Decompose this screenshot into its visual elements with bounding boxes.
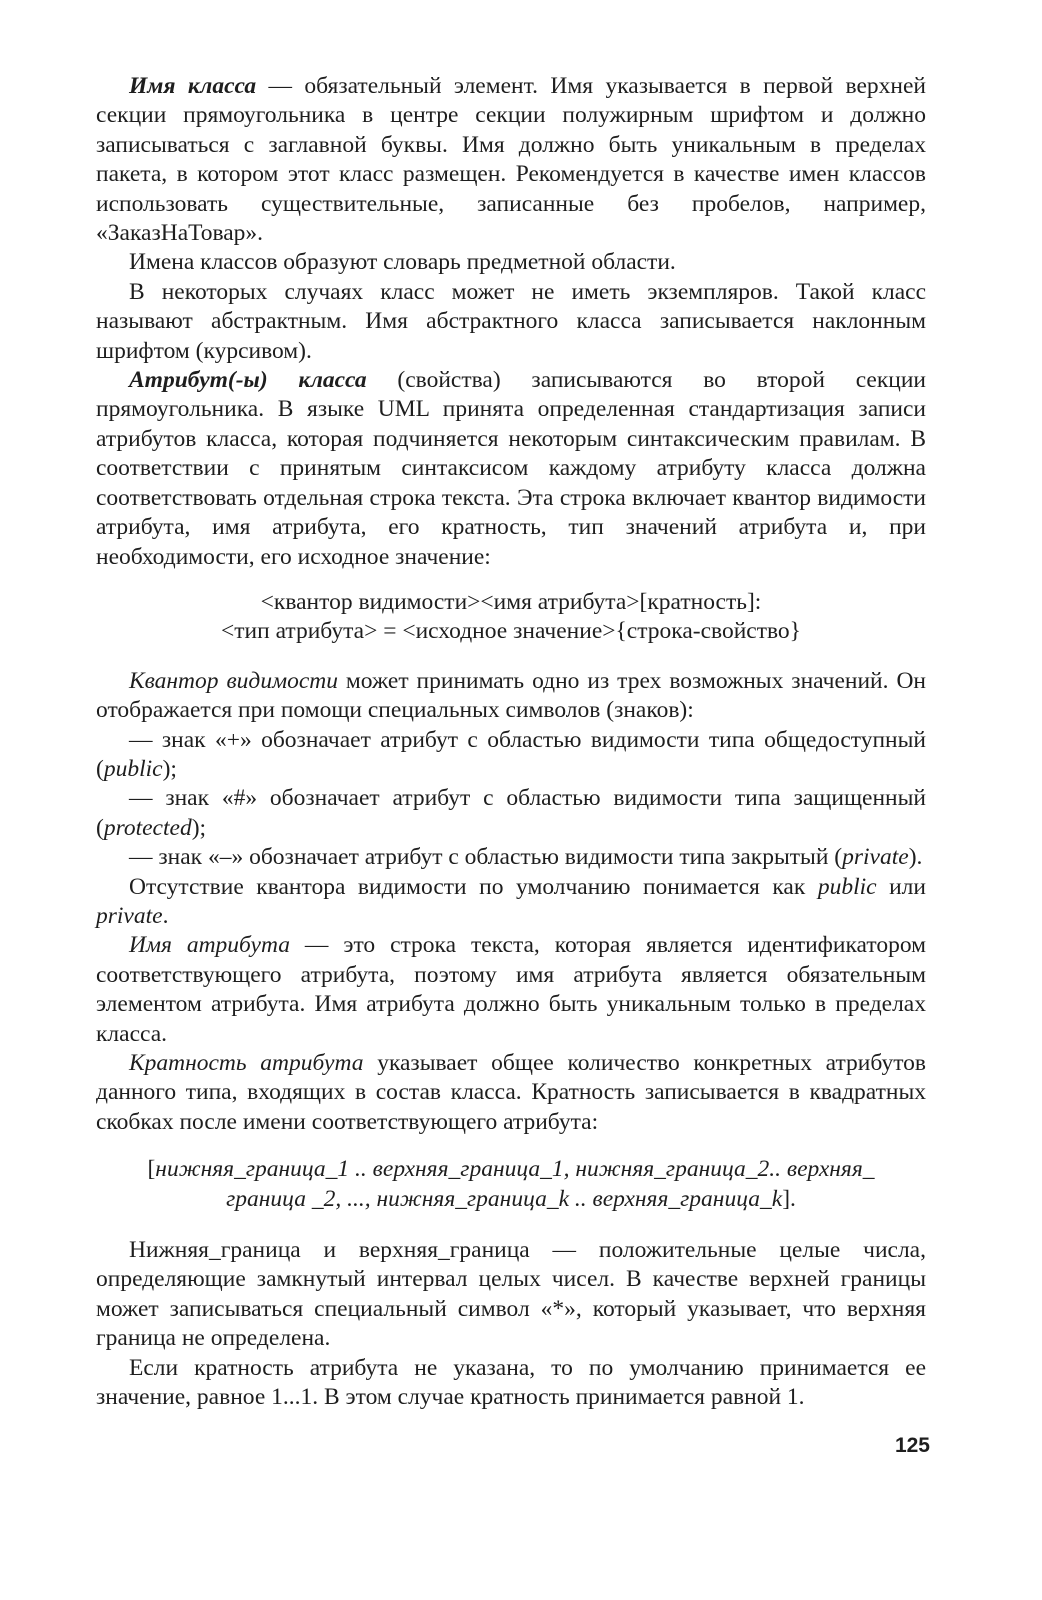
term-public: public (103, 755, 163, 782)
page-body (96, 72, 926, 1412)
paragraph-bounds: Нижняя_граница и верхняя_граница — положительные целые числа, определяющие замкнутый интервал целых чисел. В качестве верхней границы может записываться специальный символ «*», который указывает, что верхняя граница не определена. (96, 1237, 926, 1352)
paragraph-class-name (96, 72, 926, 248)
paragraph-text: — это строка текста, которая является идентификатором соответствующего атрибута, поэтому имя атрибута является обязательным элементом атрибута. Имя атрибута должно быть уникальным только в пределах класса. (96, 932, 927, 1047)
term-multiplicity: Кратность атрибута (129, 1050, 364, 1076)
term-attribute-name: Имя атрибута (129, 932, 290, 959)
paragraph-default-visibility: Отсутствие квантора видимости по умолчанию понимается как public или private. (96, 873, 926, 929)
term-class-name: Имя класса (129, 73, 257, 99)
paragraph-attribute-name (96, 931, 926, 1049)
attribute-syntax-formula (96, 588, 926, 647)
term-protected: protected (103, 814, 192, 841)
paragraph-text: (свойства) записываются во второй секции прямоугольника. В языке UML принята определенная стандартизация записи атрибутов класса, которая подчиняется некоторым синтаксическим правилам. В соответствии с принятым синтаксисом каждому атрибуту класса должна соответствовать отдельная строка текста. Эта строка включает квантор видимости атрибута, имя атрибута, его кратность, тип значений атрибута и, при необходимости, его исходное значение: (96, 367, 926, 570)
list-item-protected: — знак «#» обозначает атрибут с областью видимости типа защищенный (protected); (96, 785, 926, 841)
list-item-public: — знак «+» обозначает атрибут с областью видимости типа общедоступный (public); (96, 726, 926, 782)
paragraph-visibility (96, 667, 926, 726)
paragraph-dictionary: Имена классов образуют словарь предметной области. (129, 249, 676, 276)
paragraph-text: — обязательный элемент. Имя указывается в первой верхней секции прямоугольника в центре секции полужирным шрифтом и должно записываться с заглавной буквы. Имя должно быть уникальным в пределах пакета, в котором этот класс размещен. Рекомендуется в качестве имен классов использовать существительные, записанные без пробелов, например, «ЗаказНаТовар». (96, 73, 926, 247)
paragraph-text: указывает общее количество конкретных атрибутов данного типа, входящих в состав класса. Кратность записывается в квадратных скобках после имени соответствующего атрибута: (96, 1050, 926, 1135)
term-private: private (842, 844, 909, 871)
formula-line-2: <тип атрибута> = <исходное значение>{строка-свойство} (221, 618, 801, 645)
paragraph-text: может принимать одно из трех возможных значений. Он отображается при помощи специальных символов (знаков): (96, 667, 926, 724)
paragraph-default-multiplicity: Если кратность атрибута не указана, то по умолчанию принимается ее значение, равное 1...1. В этом случае кратность принимается равной 1. (96, 1354, 926, 1411)
paragraph-attributes (96, 366, 926, 572)
term-attributes: Атрибут(-ы) класса (129, 367, 367, 394)
list-item-private: — знак «–» обозначает атрибут с областью видимости типа закрытый (private). (129, 844, 923, 871)
formula-line-2: граница _2, ..., нижняя_граница_k .. верхняя_граница_k (226, 1185, 783, 1212)
term-visibility: Квантор видимости (129, 667, 338, 694)
formula-line-1: <квантор видимости><имя атрибута>[кратность]: (260, 588, 762, 615)
multiplicity-formula: [нижняя_граница_1 .. верхняя_граница_1, нижняя_граница_2.. верхняя_ граница _2, ..., нижняя_граница_k .. верхняя_граница_k]. (147, 1156, 875, 1212)
page-number: 125 (894, 1434, 930, 1457)
paragraph-multiplicity (96, 1049, 926, 1137)
formula-line-1: нижняя_граница_1 .. верхняя_граница_1, нижняя_граница_2.. верхняя_ (155, 1156, 875, 1183)
paragraph-abstract-class: В некоторых случаях класс может не иметь экземпляров. Такой класс называют абстрактным. Имя абстрактного класса записывается наклонным шрифтом (курсивом). (96, 278, 926, 364)
